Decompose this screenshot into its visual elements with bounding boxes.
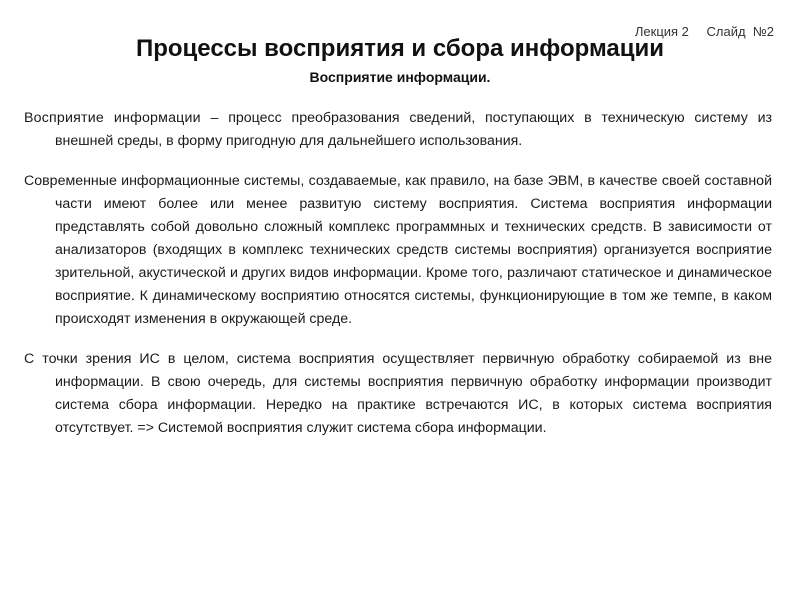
paragraph-definition (24, 107, 772, 153)
paragraph-modern-systems: Современные информационные системы, создаваемые, как правило, на базе ЭВМ, в качестве своей составной части имеют более или менее развитую систему восприятия. Система восприятия информации представлять собой довольно сложный комплекс программных и технических средств. В зависимости от анализаторов (входящих в комплекс технических средств системы восприятия) организуется восприятие зрительной, акустической и других видов информации. Кроме того, различают статическое и динамическое восприятие. К динамическому восприятию относятся системы, функционирующие в том же темпе, в каком происходят изменения в окружающей среде. (24, 173, 772, 327)
page-title: Процессы восприятия и сбора информации (135, 35, 665, 62)
lecture-label: Лекция 2 (634, 24, 689, 39)
definition-term: Восприятие информации (24, 110, 201, 126)
paragraph-is-perspective: С точки зрения ИС в целом, система восприятия осуществляет первичную обработку собираемой из вне информации. В свою очередь, для системы восприятия первичную обработку информации производит система сбора информации. Нередко на практике встречаются ИС, в которых система восприятия отсутствует. => Системой восприятия служит система сбора информации. (24, 351, 772, 436)
slide-number: Слайд №2 (706, 24, 774, 39)
slide-body (24, 107, 772, 457)
page-subtitle: Восприятие информации. (309, 69, 491, 85)
definition-text: – процесс преобразования сведений, поступающих в техническую систему из внешней среды, в форму пригодную для дальнейшего использования. (55, 110, 772, 149)
